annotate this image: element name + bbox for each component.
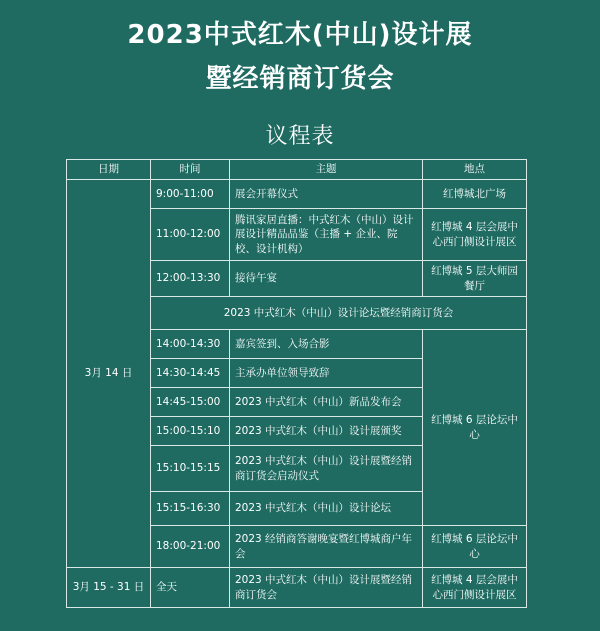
topic-cell: 接待午宴 [230, 261, 423, 297]
time-cell: 12:00-13:30 [151, 261, 230, 297]
header-row [67, 160, 527, 180]
topic-cell: 2023 经销商答谢晚宴暨红博城商户年会 [230, 526, 423, 568]
page-title: 2023中式红木(中山)设计展 [127, 20, 473, 50]
topic-cell: 嘉宾签到、入场合影 [230, 330, 423, 359]
forum-header-cell: 2023 中式红木（中山）设计论坛暨经销商订货会 [151, 297, 527, 330]
location-cell: 红博城 6 层论坛中心 [423, 330, 527, 526]
agenda-subtitle: 议程表 [265, 124, 335, 149]
date-cell: 3月 14 日 [67, 180, 151, 568]
time-cell: 18:00-21:00 [151, 526, 230, 568]
date-cell: 3月 15 - 31 日 [67, 568, 151, 608]
topic-cell: 2023 中式红木（中山）设计展颁奖 [230, 417, 423, 446]
header-topic: 主题 [230, 160, 423, 180]
time-cell: 14:30-14:45 [151, 359, 230, 388]
time-cell: 15:10-15:15 [151, 446, 230, 492]
topic-cell: 展会开幕仪式 [230, 180, 423, 209]
location-cell: 红博城 5 层大师园餐厅 [423, 261, 527, 297]
topic-cell: 2023 中式红木（中山）新品发布会 [230, 388, 423, 417]
header-time: 时间 [151, 160, 230, 180]
time-cell: 14:45-15:00 [151, 388, 230, 417]
topic-cell: 腾讯家居直播：中式红木（中山）设计展设计精品品鉴（主播 + 企业、院校、设计机构） [230, 209, 423, 261]
agenda-table [66, 159, 527, 608]
location-cell: 红博城 4 层会展中心西门侧设计展区 [423, 568, 527, 608]
time-cell: 全天 [151, 568, 230, 608]
time-cell: 15:00-15:10 [151, 417, 230, 446]
time-cell: 14:00-14:30 [151, 330, 230, 359]
time-cell: 15:15-16:30 [151, 492, 230, 526]
page-title-line2: 暨经销商订货会 [205, 64, 395, 94]
header-location: 地点 [423, 160, 527, 180]
location-cell: 红博城 4 层会展中心西门侧设计展区 [423, 209, 527, 261]
table-row [67, 568, 527, 608]
topic-cell: 2023 中式红木（中山）设计论坛 [230, 492, 423, 526]
time-cell: 11:00-12:00 [151, 209, 230, 261]
topic-cell: 2023 中式红木（中山）设计展暨经销商订货会启动仪式 [230, 446, 423, 492]
location-cell: 红博城北广场 [423, 180, 527, 209]
location-cell: 红博城 6 层论坛中心 [423, 526, 527, 568]
topic-cell: 2023 中式红木（中山）设计展暨经销商订货会 [230, 568, 423, 608]
topic-cell: 主承办单位领导致辞 [230, 359, 423, 388]
header-date: 日期 [67, 160, 151, 180]
time-cell: 9:00-11:00 [151, 180, 230, 209]
table-row [67, 180, 527, 209]
